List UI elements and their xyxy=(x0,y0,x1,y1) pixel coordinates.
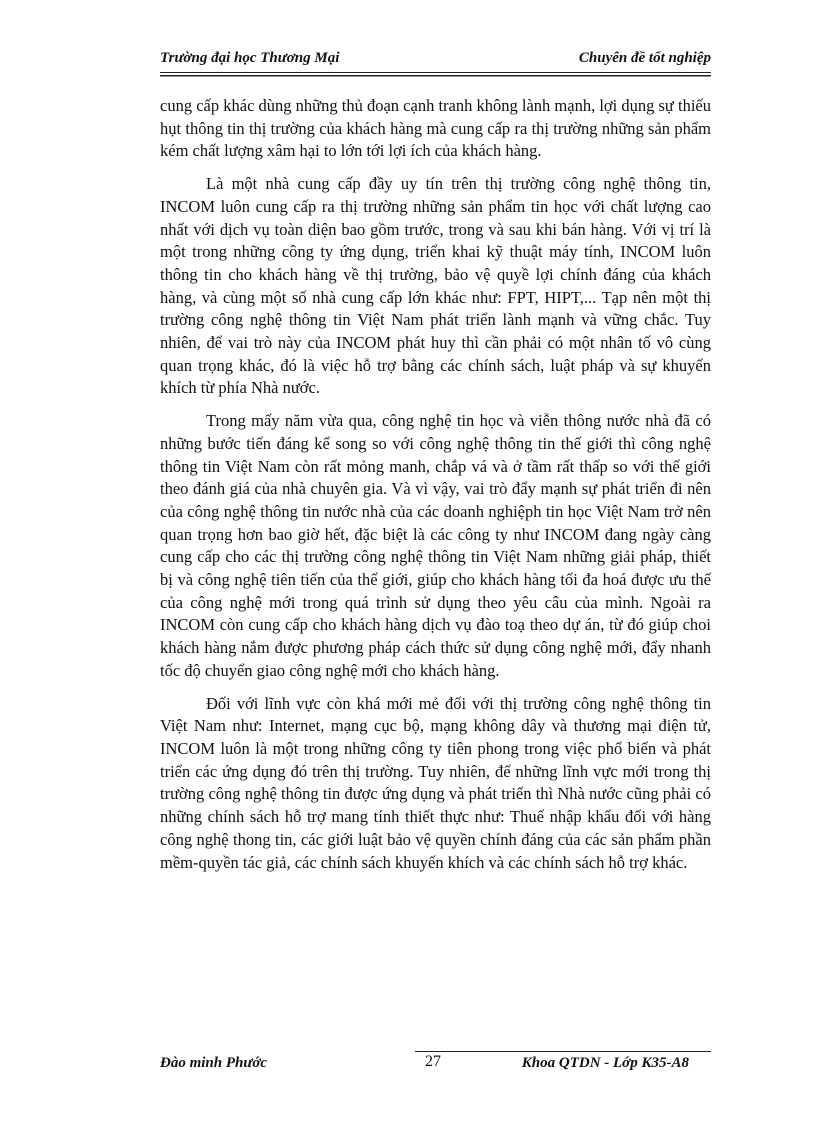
paragraph-incom-reputation: Là một nhà cung cấp đầy uy tín trên thị trường công nghệ thông tin, INCOM luôn cung cấp ra thị trường những sản phẩm tin học với chất lượng cao nhất với dịch vụ toàn diện bao gồm trước, trong và sau khi bán hàng. Với vị trí là một trong những công ty ứng dụng, triển khai kỹ thuật máy tính, INCOM luôn thông tin cho khách hàng về thị trường, bảo vệ quyề lợi chính đáng của khách hàng, và cùng một số nhà cung cấp lớn khác như: FPT, HIPT,... Tạp nên một thị trường công nghệ thông tin Việt Nam phát triển lành mạnh và vững chắc. Tuy nhiên, để vai trò này của INCOM phát huy thì cần phải có một nhân tố vô cùng quan trọng khác, đó là việc hỗ trợ bằng các chính sách, luật pháp và sự khuyến khích từ phía Nhà nước. xyxy=(160,174,711,398)
footer-class-info: Khoa QTDN - Lớp K35-A8 xyxy=(521,1055,689,1071)
paragraph-continuation: cung cấp khác dùng những thủ đoạn cạnh tranh không lành mạnh, lợi dụng sự thiếu hụt thông tin thị trường của khách hàng mà cung cấp ra thị trường những sản phẩm kém chất lượng xâm hại to lớn tới lợi ích của khách hàng. xyxy=(160,96,711,161)
body-text xyxy=(160,95,711,884)
page-header xyxy=(160,50,711,73)
header-document-type: Chuyên đề tốt nghiệp xyxy=(578,50,711,66)
paragraph-new-fields: Đối với lĩnh vực còn khá mới mẻ đối với thị trường công nghệ thông tin Việt Nam như: Internet, mạng cục bộ, mạng không dây và thương mại điện tử, INCOM luôn là một trong những công ty tiên phong trong việc phổ biến và phát triển các ứng dụng đó trên thị trường. Tuy nhiên, để những lĩnh vực mới trong thị trường công nghệ thông tin được ứng dụng và phát triển thì Nhà nước cũng phải có những chính sách hỗ trợ mang tính thiết thực như: Thuế nhập khẩu đối với hàng công nghệ thong tin, các giới luật bảo vệ quyền chính đáng của các sản phẩm phần mềm-quyền tác giả, các chính sách khuyến khích và các chính sách hỗ trợ khác. xyxy=(160,693,711,872)
header-school-name: Trường đại học Thương Mại xyxy=(160,50,340,66)
footer-author: Đào minh Phước xyxy=(160,1055,268,1071)
footer-rule xyxy=(415,1051,711,1052)
paragraph-it-development: Trong mấy năm vừa qua, công nghệ tin học và viễn thông nước nhà đã có những bước tiến đáng kể song so với công nghệ thông tin thế giới thì công nghệ thông tin Việt Nam còn rất mỏng manh, chắp vá và ở tầm rất thấp so với thế giới theo đánh giá của nhà chuyên gia. Và vì vậy, vai trò đẩy mạnh sự phát triển đi nên của công nghệ thông tin nước nhà của các doanh nghiệph tin học Việt Nam trở nên quan trọng hơn bao giờ hết, đặc biệt là các công ty như INCOM đang ngày càng cung cấp cho các thị trường công nghệ thông tin Việt Nam những giải pháp, thiết bị và công nghệ tiên tiến của thế giới, giúp cho khách hàng tối đa hoá được ưu thế của công nghệ mới trong quá trình sử dụng theo yêu câu của mình. Ngoài ra INCOM còn cung cấp cho khách hàng dịch vụ đào toạ theo dự án, từ đó giúp choi khách hàng nắm được phương pháp cách thức sử dụng công nghệ mới, đẩy nhanh tốc độ chuyển giao công nghệ mới cho khách hàng. xyxy=(160,411,711,680)
page-number: 27 xyxy=(425,1053,441,1070)
page-footer xyxy=(160,1051,711,1077)
